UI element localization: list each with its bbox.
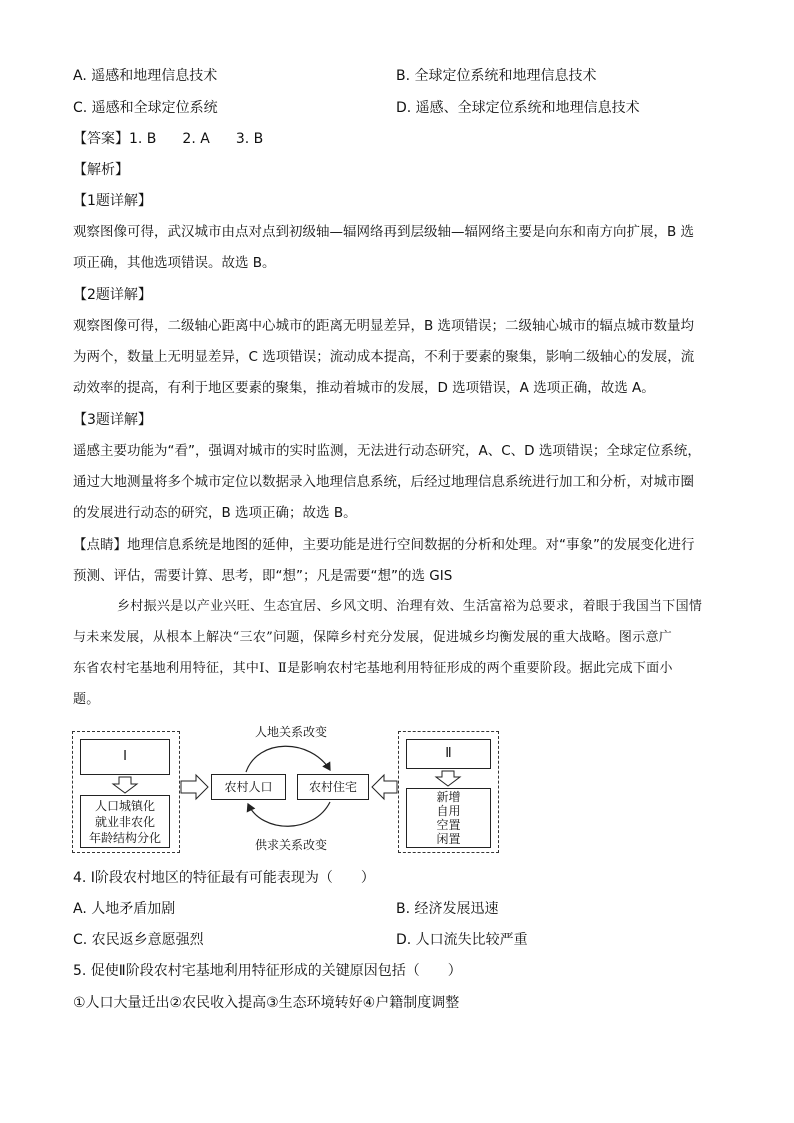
detail2-line: 为两个，数量上无明显差异，C 选项错误；流动成本提高，不利于要素的聚集，影响二级轴心的发展，流 [73,349,695,365]
passage-line: 东省农村宅基地利用特征，其中Ⅰ、Ⅱ是影响农村宅基地利用特征形成的两个重要阶段。据此完成下面小 [73,661,673,676]
analysis-label: 【解析】 [73,162,129,178]
option-c: C. 遥感和全球定位系统 [73,100,218,116]
stage1-factor: 人口城镇化 [94,798,155,813]
detail2-line: 观察图像可得，二级轴心距离中心城市的距离无明显差异，B 选项错误；二级轴心城市的辐点城市数量均 [73,318,695,334]
hollow-right-arrow-icon [181,775,208,799]
hollow-down-arrow-icon [436,771,460,786]
detail2-line: 动效率的提高，有利于地区要素的聚集，推动着城市的发展，D 选项错误，A 选项正确，故选 A。 [73,380,655,396]
answer-item: 3. B [235,131,264,147]
stage2-type: 闲置 [436,832,461,846]
stage1-factor: 年龄结构分化 [88,830,161,845]
detail3-line: 遥感主要功能为“看”，强调对城市的实时监测，无法进行动态研究，A、C、D 选项错误；全球定位系统， [73,443,701,459]
stage2-type: 自用 [436,804,461,818]
detail3-label: 【3题详解】 [73,412,152,428]
rural-population-box: 农村人口 [211,774,286,800]
detail1-line: 观察图像可得，武汉城市由点对点到初级轴—辐网络再到层级轴—辐网络主要是向东和南方向扩展，B 选 [73,224,695,240]
q5-choices: ①人口大量迁出②农民收入提高③生态环境转好④户籍制度调整 [73,995,460,1011]
passage-line: 与未来发展，从根本上解决“三农”问题，保障乡村充分发展，促进城乡均衡发展的重大战略。图示意广 [73,630,673,645]
top-cycle-arrow [246,746,330,772]
detail2-label: 【2题详解】 [73,287,152,303]
option-d: D. 遥感、全球定位系统和地理信息技术 [396,100,640,116]
hollow-down-arrow-icon [113,777,137,793]
stage1-factor: 就业非农化 [94,814,155,829]
stage2-group [398,731,499,853]
passage-line: 题。 [73,692,100,707]
tip-label: 【点睛】 [73,537,127,553]
q5-stem: 5. 促使Ⅱ阶段农村宅基地利用特征形成的关键原因包括（ ） [73,963,462,979]
tip-line: 预测、评估，需要计算、思考，即“想”；凡是需要“想”的选 GIS [73,568,453,584]
bottom-cycle-arrow [248,802,330,826]
bottom-arc-label: 供求关系改变 [255,838,328,852]
hollow-left-arrow-icon [372,775,397,799]
q4-option-d: D. 人口流失比较严重 [396,932,528,948]
answer-label: 【答案】 [73,131,129,147]
answer-item: 1. B [129,131,157,147]
stage2-type: 新增 [436,790,461,804]
q4-option-b: B. 经济发展迅速 [396,901,499,917]
answer-line [73,129,263,149]
stage2-types-box [406,788,491,848]
detail1-line: 项正确，其他选项错误。故选 B。 [73,255,276,271]
q4-option-a: A. 人地矛盾加剧 [73,901,176,917]
rural-housing-box: 农村住宅 [297,774,369,800]
stage1-box: Ⅰ [80,739,170,775]
top-arc-label: 人地关系改变 [255,725,328,739]
q4-stem: 4. Ⅰ阶段农村地区的特征最有可能表现为（ ） [73,870,375,886]
detail3-line: 通过大地测量将多个城市定位以数据录入地理信息系统，后经过地理信息系统进行加工和分析，对城市圈 [73,474,694,490]
passage-line: 乡村振兴是以产业兴旺、生态宜居、乡风文明、治理有效、生活富裕为总要求，着眼于我国当下国情 [117,599,703,614]
stage1-group [72,731,180,853]
stage2-type: 空置 [436,818,461,832]
tip-line [73,535,723,555]
stage1-factors-box [80,795,170,848]
stage2-box: Ⅱ [406,739,491,769]
detail3-line: 的发展进行动态的研究，B 选项正确；故选 B。 [73,505,357,521]
q4-option-c: C. 农民返乡意愿强烈 [73,932,204,948]
option-a: A. 遥感和地理信息技术 [73,68,218,84]
option-b: B. 全球定位系统和地理信息技术 [396,68,597,84]
tip-text: 地理信息系统是地图的延伸，主要功能是进行空间数据的分析和处理。对“事象”的发展变化进行 [127,537,695,553]
detail1-label: 【1题详解】 [73,193,152,209]
answer-item: 2. A [182,131,210,147]
